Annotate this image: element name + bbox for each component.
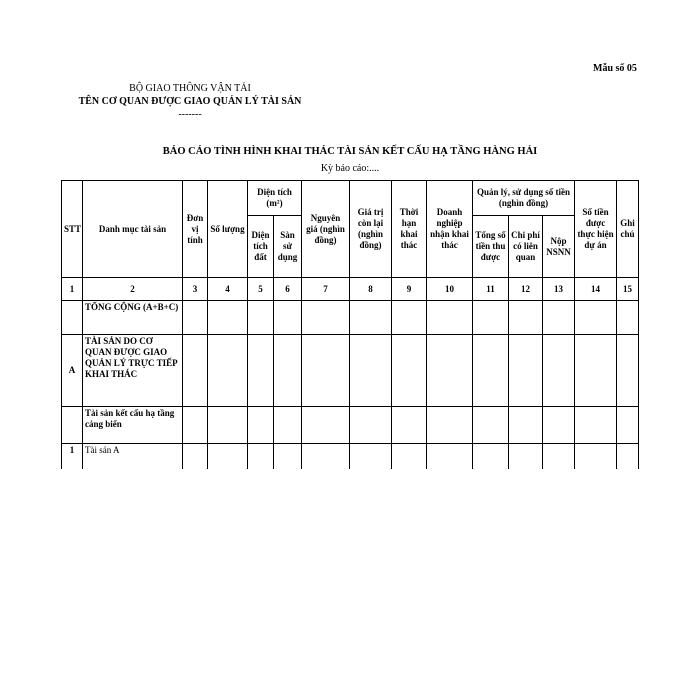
cell: [183, 301, 208, 335]
ministry-name: BỘ GIAO THÔNG VẬN TẢI: [129, 83, 251, 94]
header-implemented-project: Số tiền được thực hiện dự án: [575, 181, 617, 278]
col-number: 2: [83, 278, 183, 301]
row-stt: A: [62, 335, 83, 407]
cell: [302, 444, 350, 469]
header-quantity: Số lượng: [208, 181, 248, 278]
cell: [350, 301, 392, 335]
col-number: 15: [617, 278, 639, 301]
header-remaining-value: Giá trị còn lại (nghìn đồng): [350, 181, 392, 278]
cell: [617, 301, 639, 335]
cell: [183, 335, 208, 407]
table-row: [62, 444, 639, 469]
cell: [473, 301, 509, 335]
cell: [543, 444, 575, 469]
table-row: [62, 407, 639, 444]
header-asset-category: Danh mục tài sản: [83, 181, 183, 278]
cell: [208, 407, 248, 444]
table-row: [62, 301, 639, 335]
cell: [427, 407, 473, 444]
row-stt: [62, 407, 83, 444]
col-number: 14: [575, 278, 617, 301]
cell: [427, 335, 473, 407]
header-area: Diện tích (m²): [248, 181, 302, 216]
report-table: [61, 180, 639, 469]
cell: [427, 444, 473, 469]
cell: [509, 335, 543, 407]
cell: [248, 407, 274, 444]
cell: [274, 301, 302, 335]
col-number: 10: [427, 278, 473, 301]
header-stt: STT: [62, 181, 83, 278]
report-title: BÁO CÁO TÌNH HÌNH KHAI THÁC TÀI SẢN KẾT CẤU HẠ TẦNG HÀNG HẢI: [162, 146, 538, 157]
agency-name: TÊN CƠ QUAN ĐƯỢC GIAO QUẢN LÝ TÀI SẢN: [78, 96, 302, 107]
cell: [248, 335, 274, 407]
cell: [427, 301, 473, 335]
cell: [248, 301, 274, 335]
report-period: Kỳ báo cáo:....: [320, 163, 380, 174]
agency-block: [64, 82, 316, 121]
cell: [473, 335, 509, 407]
cell: [473, 407, 509, 444]
col-number: 1: [62, 278, 83, 301]
cell: [575, 407, 617, 444]
row-label: Tài sản A: [83, 444, 183, 469]
cell: [617, 335, 639, 407]
cell: [509, 444, 543, 469]
col-number: 5: [248, 278, 274, 301]
cell: [509, 407, 543, 444]
cell: [617, 407, 639, 444]
col-number: 6: [274, 278, 302, 301]
header-unit: Đơn vị tính: [183, 181, 208, 278]
cell: [543, 301, 575, 335]
col-number: 7: [302, 278, 350, 301]
cell: [208, 335, 248, 407]
header-total-collected: Tổng số tiền thu được: [473, 216, 509, 278]
cell: [208, 444, 248, 469]
header-notes: Ghi chú: [617, 181, 639, 278]
header-paid-budget: Nộp NSNN: [543, 216, 575, 278]
cell: [248, 444, 274, 469]
col-number: 9: [392, 278, 427, 301]
cell: [392, 444, 427, 469]
cell: [274, 407, 302, 444]
col-number: 3: [183, 278, 208, 301]
row-label: Tài sản kết cấu hạ tầng cảng biển: [83, 407, 183, 444]
cell: [350, 335, 392, 407]
cell: [274, 335, 302, 407]
cell: [543, 335, 575, 407]
col-number: 4: [208, 278, 248, 301]
cell: [392, 407, 427, 444]
col-number: 12: [509, 278, 543, 301]
row-stt: 1: [62, 444, 83, 469]
header-term: Thời hạn khai thác: [392, 181, 427, 278]
cell: [302, 407, 350, 444]
header-management: Quản lý, sử dụng số tiền (nghìn đồng): [473, 181, 575, 216]
cell: [392, 335, 427, 407]
header-land-area: Diện tích đất: [248, 216, 274, 278]
cell: [183, 444, 208, 469]
cell: [208, 301, 248, 335]
cell: [575, 444, 617, 469]
cell: [473, 444, 509, 469]
cell: [302, 335, 350, 407]
cell: [575, 301, 617, 335]
cell: [350, 407, 392, 444]
form-number: Mẫu số 05: [593, 63, 637, 74]
row-label: TỔNG CỘNG (A+B+C): [83, 301, 183, 335]
separator-line: -------: [178, 109, 202, 120]
cell: [575, 335, 617, 407]
cell: [543, 407, 575, 444]
cell: [509, 301, 543, 335]
header-original-value: Nguyên giá (nghìn đồng): [302, 181, 350, 278]
cell: [392, 301, 427, 335]
cell: [617, 444, 639, 469]
cell: [183, 407, 208, 444]
col-number: 13: [543, 278, 575, 301]
header-row-1: [62, 181, 639, 216]
header-enterprise: Doanh nghiệp nhận khai thác: [427, 181, 473, 278]
cell: [302, 301, 350, 335]
cell: [274, 444, 302, 469]
column-number-row: [62, 278, 639, 301]
col-number: 11: [473, 278, 509, 301]
row-label: TÀI SẢN DO CƠ QUAN ĐƯỢC GIAO QUẢN LÝ TRỰC TIẾP KHAI THÁC: [83, 335, 183, 407]
table-row: [62, 335, 639, 407]
header-floor-area: Sàn sử dụng: [274, 216, 302, 278]
cell: [350, 444, 392, 469]
col-number: 8: [350, 278, 392, 301]
header-related-costs: Chi phí có liên quan: [509, 216, 543, 278]
row-stt: [62, 301, 83, 335]
